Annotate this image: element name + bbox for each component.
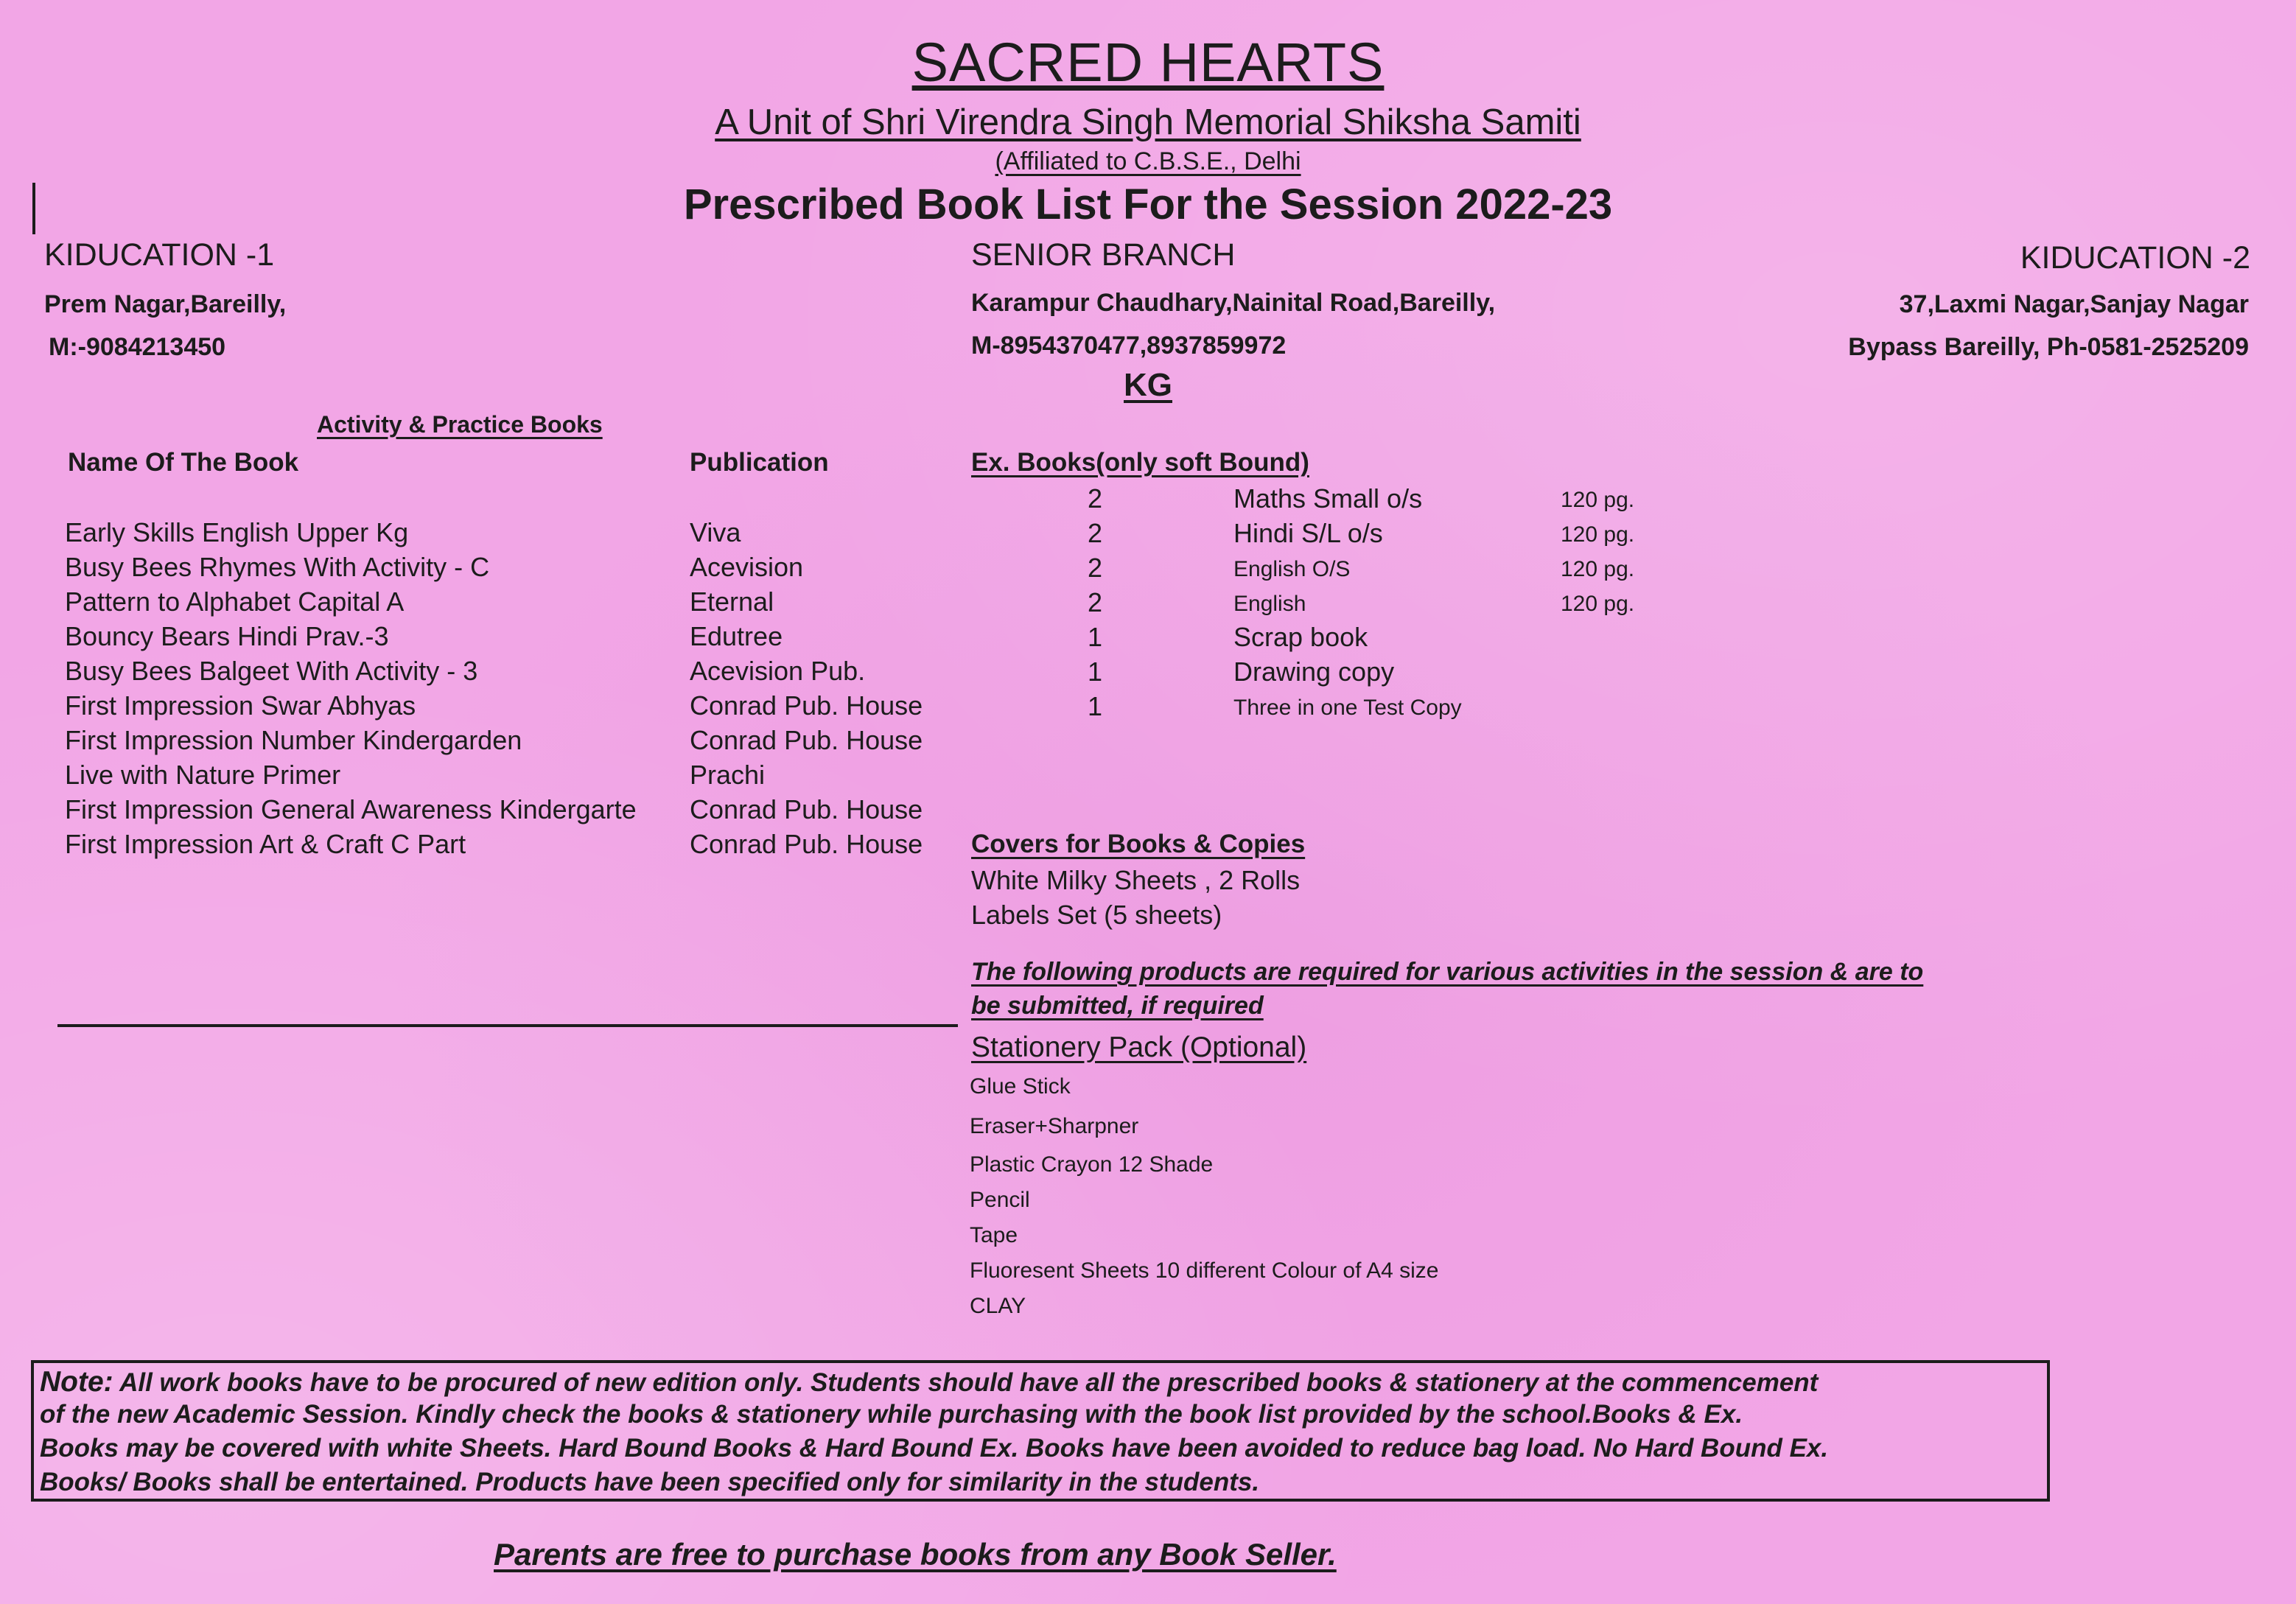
activities-note-line1: The following products are required for various activities in the session & are to	[971, 958, 1924, 986]
covers-title: Covers for Books & Copies	[971, 830, 1306, 858]
note-line1	[40, 1366, 1818, 1398]
book-publication: Acevision	[690, 552, 804, 582]
note-line2: of the new Academic Session. Kindly check the books & stationery while purchasing with the book list provided by the school.Books & Ex.	[40, 1400, 1743, 1429]
ex-qty: 2	[1088, 518, 1103, 548]
book-name: First Impression General Awareness Kindergarte	[65, 794, 637, 824]
book-name: First Impression Art & Craft C Part	[65, 829, 466, 859]
ex-pages: 120 pg.	[1561, 488, 1635, 512]
branch-right-phone: Bypass Bareilly, Ph-0581-2525209	[1848, 333, 2249, 361]
book-publication: Edutree	[690, 621, 783, 651]
grade-label: KG	[1124, 367, 1172, 403]
divider-line	[57, 1024, 958, 1027]
ex-qty: 2	[1088, 553, 1103, 583]
session-title: Prescribed Book List For the Session 2022-23	[683, 181, 1613, 228]
book-publication: Acevision Pub.	[690, 656, 866, 686]
book-name: Live with Nature Primer	[65, 760, 341, 790]
affiliation: (Affiliated to C.B.S.E., Delhi	[995, 147, 1301, 175]
book-publication: Conrad Pub. House	[690, 690, 923, 721]
stationery-item: Fluoresent Sheets 10 different Colour of A4 size	[970, 1258, 1439, 1283]
stationery-item: Pencil	[970, 1188, 1030, 1212]
branch-center-name: SENIOR BRANCH	[971, 237, 1236, 273]
branch-right-address: 37,Laxmi Nagar,Sanjay Nagar	[1899, 290, 2249, 318]
ex-qty: 1	[1088, 656, 1103, 687]
note-text: All work books have to be procured of new edition only. Students should have all the prescribed books & stationery at the commencement	[113, 1368, 1819, 1397]
note-line4: Books/ Books shall be entertained. Products have been specified only for similarity in the students.	[40, 1468, 1260, 1496]
stationery-item: Tape	[970, 1223, 1018, 1247]
ex-qty: 1	[1088, 622, 1103, 652]
unit-of: A Unit of Shri Virendra Singh Memorial Shiksha Samiti	[715, 102, 1581, 142]
book-publication: Conrad Pub. House	[690, 794, 923, 824]
ex-books-title: Ex. Books(only soft Bound)	[971, 448, 1309, 477]
book-publication: Conrad Pub. House	[690, 829, 923, 859]
stationery-item: CLAY	[970, 1294, 1026, 1318]
ex-qty: 2	[1088, 483, 1103, 514]
ex-pages: 120 pg.	[1561, 592, 1635, 616]
col-publication: Publication	[690, 448, 829, 477]
stationery-item: Eraser+Sharpner	[970, 1114, 1139, 1138]
school-name: SACRED HEARTS	[911, 32, 1385, 93]
ex-qty: 2	[1088, 587, 1103, 617]
ex-item: Maths Small o/s	[1233, 483, 1423, 514]
book-name: First Impression Swar Abhyas	[65, 690, 416, 721]
branch-right-name: KIDUCATION -2	[2020, 240, 2250, 276]
ex-item: Scrap book	[1233, 622, 1368, 652]
cover-item: Labels Set (5 sheets)	[971, 900, 1222, 930]
book-name: Early Skills English Upper Kg	[65, 517, 409, 547]
book-name: Pattern to Alphabet Capital A	[65, 586, 405, 617]
branch-left-name: KIDUCATION -1	[44, 237, 275, 273]
ex-item: Drawing copy	[1233, 656, 1395, 687]
branch-center-phone: M-8954370477,8937859972	[971, 332, 1287, 360]
ex-item: English O/S	[1233, 557, 1351, 581]
stationery-title: Stationery Pack (Optional)	[971, 1032, 1307, 1063]
book-publication: Eternal	[690, 586, 774, 617]
note-label: Note:	[40, 1366, 113, 1398]
book-name: Busy Bees Rhymes With Activity - C	[65, 552, 490, 582]
stationery-item: Glue Stick	[970, 1074, 1071, 1099]
branch-center-address: Karampur Chaudhary,Nainital Road,Bareilly,	[971, 289, 1496, 317]
col-book-name: Name Of The Book	[68, 448, 299, 477]
branch-left-address: Prem Nagar,Bareilly,	[44, 290, 287, 318]
stationery-item: Plastic Crayon 12 Shade	[970, 1152, 1214, 1177]
branch-left-phone: M:-9084213450	[49, 333, 226, 361]
activities-note-line2: be submitted, if required	[971, 992, 1264, 1020]
ex-pages: 120 pg.	[1561, 557, 1635, 581]
book-name: Busy Bees Balgeet With Activity - 3	[65, 656, 478, 686]
ex-item: English	[1233, 592, 1306, 616]
book-publication: Prachi	[690, 760, 766, 790]
note-line3: Books may be covered with white Sheets. Hard Bound Books & Hard Bound Ex. Books have been avoided to reduce bag load. No Hard Bound Ex.	[40, 1434, 1829, 1463]
books-section-title: Activity & Practice Books	[317, 411, 603, 438]
ex-qty: 1	[1088, 691, 1103, 721]
cover-item: White Milky Sheets , 2 Rolls	[971, 865, 1301, 895]
book-publication: Conrad Pub. House	[690, 725, 923, 755]
book-name: First Impression Number Kindergarden	[65, 725, 522, 755]
ex-item: Hindi S/L o/s	[1233, 518, 1383, 548]
ex-item: Three in one Test Copy	[1233, 696, 1462, 720]
ex-pages: 120 pg.	[1561, 522, 1635, 547]
footer-note: Parents are free to purchase books from any Book Seller.	[494, 1537, 1337, 1572]
book-name: Bouncy Bears Hindi Prav.-3	[65, 621, 389, 651]
book-publication: Viva	[690, 517, 741, 547]
